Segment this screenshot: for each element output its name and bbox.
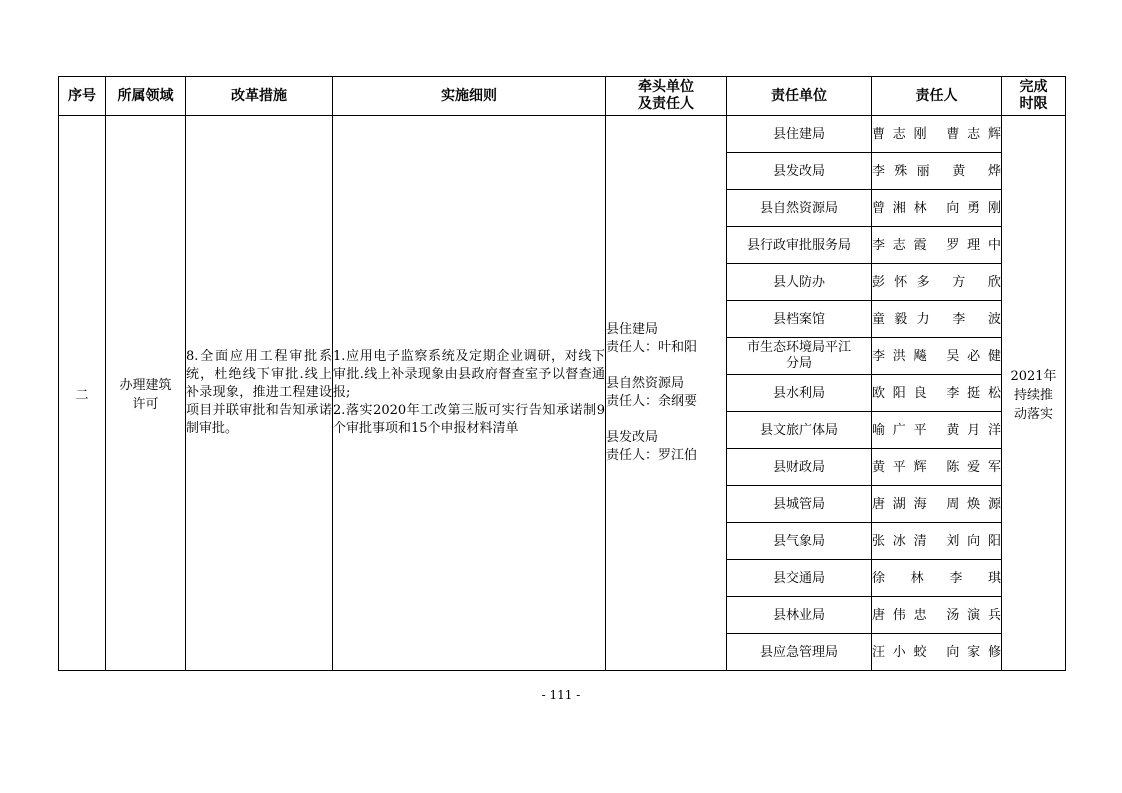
responsible-unit [727,338,872,375]
row-details: 1.应用电子监察系统及定期企业调研，对线下审批.线上补录现象由县政府督查室予以督查通报; 2.落实2020年工改第三版可实行告知承诺制9个审批事项和15个申报材料清单 [333,116,606,671]
row-lead-units [606,116,727,671]
responsible-unit: 县林业局 [727,597,872,634]
header-lead-line2: 及责任人 [638,96,694,112]
responsible-unit: 县财政局 [727,449,872,486]
lead-person: 责任人：叶和阳 [606,340,698,355]
responsible-unit: 县自然资源局 [727,190,872,227]
reform-measures-table [58,76,1066,671]
deadline-line3: 动落实 [1013,406,1053,422]
deadline-line1: 2021年 [1010,368,1057,384]
responsible-person: 唐伟忠 汤演兵 [872,597,1002,634]
responsible-unit: 县行政审批服务局 [727,227,872,264]
responsible-person: 唐湖海 周焕源 [872,486,1002,523]
responsible-person: 黄平辉 陈爱军 [872,449,1002,486]
responsible-person: 汪小蛟 向家修 [872,634,1002,671]
responsible-person: 彭怀多 方 欣 [872,264,1002,301]
responsible-unit: 县发改局 [727,153,872,190]
page-number: - 111 - [541,688,581,702]
responsible-unit: 县城管局 [727,486,872,523]
row-deadline [1002,116,1066,671]
lead-person: 责任人：余纲要 [606,394,698,409]
responsible-person: 张冰清 刘向阳 [872,523,1002,560]
header-details: 实施细则 [333,77,606,116]
header-lead-line1: 牵头单位 [638,79,694,95]
responsible-person: 欧阳良 李挺松 [872,375,1002,412]
domain-line2: 许可 [132,397,159,412]
row-measure: 8.全面应用工程审批系统，杜绝线下审批.线上补录现象，推进工程建设项目并联审批和告知承诺制审批。 [186,116,333,671]
header-deadline-line2: 时限 [1019,96,1048,112]
responsible-person: 童毅力 李 波 [872,301,1002,338]
table-row [59,116,1066,153]
unit-line2: 分局 [785,356,812,371]
header-deadline-line1: 完成 [1019,79,1048,95]
header-row [59,77,1066,116]
header-seq: 序号 [59,77,106,116]
unit-line1: 市生态环境局平江 [746,340,851,355]
header-unit: 责任单位 [727,77,872,116]
row-seq: 二 [59,116,106,671]
domain-line1: 办理建筑 [119,378,172,393]
header-domain: 所属领域 [106,77,186,116]
responsible-unit: 县档案馆 [727,301,872,338]
lead-unit: 县自然资源局 [606,376,685,391]
responsible-person: 徐 林 李 琪 [872,560,1002,597]
responsible-unit: 县气象局 [727,523,872,560]
header-person: 责任人 [872,77,1002,116]
responsible-person: 喻广平 黄月洋 [872,412,1002,449]
header-measure: 改革措施 [186,77,333,116]
lead-person: 责任人：罗江伯 [606,448,698,463]
lead-unit: 县发改局 [606,430,659,445]
responsible-unit: 县住建局 [727,116,872,153]
responsible-unit: 县文旅广体局 [727,412,872,449]
row-domain [106,116,186,671]
responsible-unit: 县应急管理局 [727,634,872,671]
responsible-person: 曹志刚 曹志辉 [872,116,1002,153]
responsible-unit: 县交通局 [727,560,872,597]
responsible-unit: 县人防办 [727,264,872,301]
lead-unit: 县住建局 [606,322,659,337]
responsible-person: 曾湘林 向勇刚 [872,190,1002,227]
header-lead [606,77,727,116]
deadline-line2: 持续推 [1013,387,1053,403]
responsible-person: 李殊丽 黄 烨 [872,153,1002,190]
responsible-person: 李洪飚 吴必健 [872,338,1002,375]
header-deadline [1002,77,1066,116]
responsible-person: 李志霞 罗理中 [872,227,1002,264]
responsible-unit: 县水利局 [727,375,872,412]
